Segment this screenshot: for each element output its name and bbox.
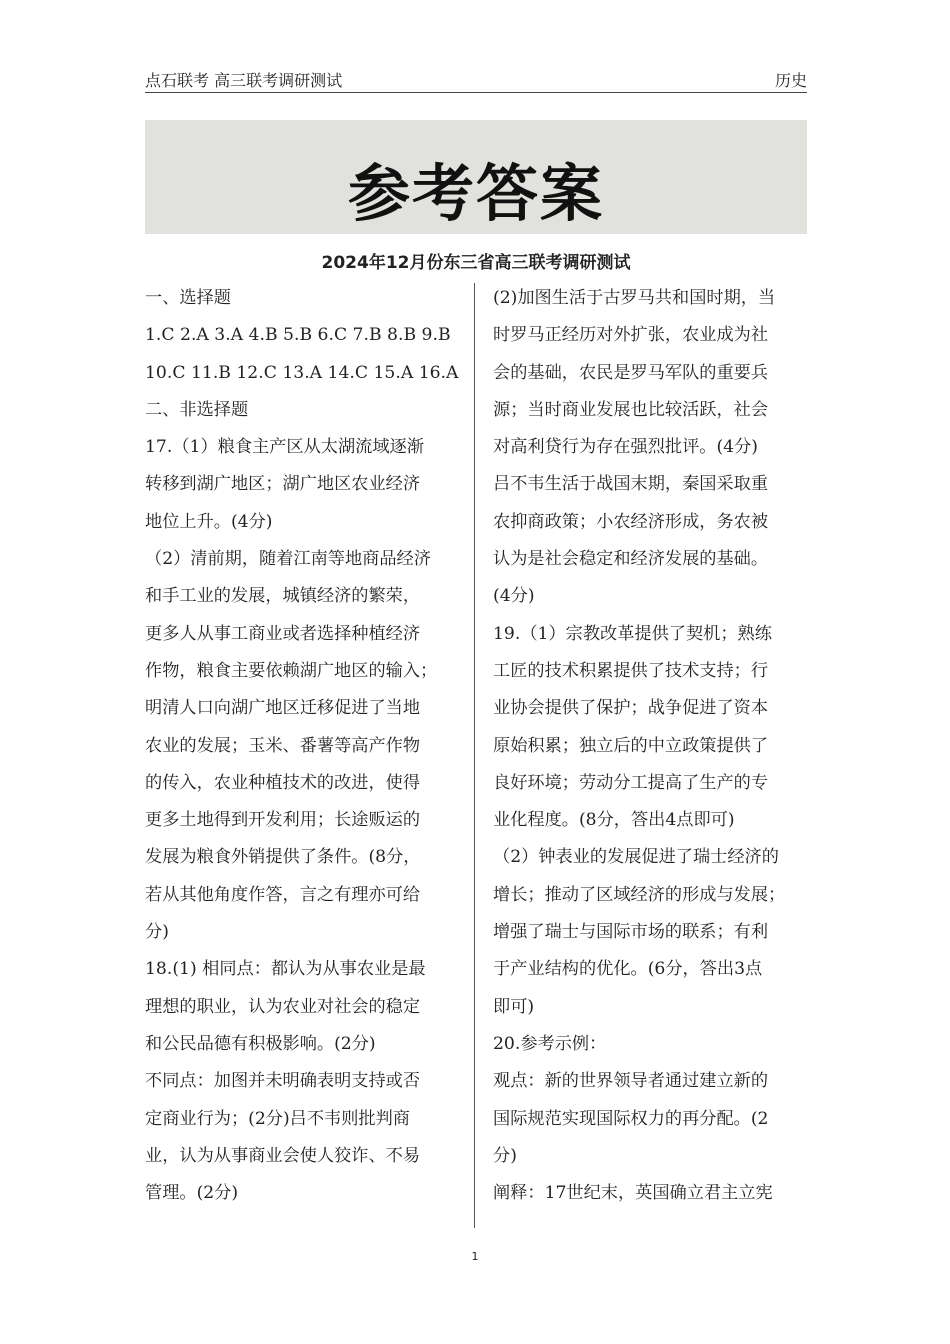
answer-banner bbox=[145, 120, 807, 234]
text-line: 转移到湖广地区；湖广地区农业经济 bbox=[145, 474, 421, 495]
text-line: 19.（1）宗教改革提供了契机；熟练 bbox=[493, 623, 772, 644]
text-line: 时罗马正经历对外扩张，农业成为社 bbox=[493, 325, 769, 346]
text-line: 观点：新的世界领导者通过建立新的 bbox=[493, 1071, 769, 1092]
text-line: 地位上升。(4分) bbox=[145, 511, 273, 532]
text-line: （2）钟表业的发展促进了瑞士经济的 bbox=[493, 847, 779, 868]
text-line: 农业的发展；玉米、番薯等高产作物 bbox=[145, 735, 421, 756]
column-divider bbox=[474, 283, 475, 1228]
text-line: 良好环境；劳动分工提高了生产的专 bbox=[493, 772, 769, 793]
text-line: 17.（1）粮食主产区从太湖流域逐渐 bbox=[145, 437, 424, 458]
text-line: 若从其他角度作答，言之有理亦可给 bbox=[145, 884, 421, 905]
text-line: 分) bbox=[493, 1145, 517, 1166]
text-line: 1.C 2.A 3.A 4.B 5.B 6.C 7.B 8.B 9.B bbox=[145, 325, 451, 346]
text-line: 的传入，农业种植技术的改进，使得 bbox=[145, 772, 421, 793]
text-line: 即可) bbox=[493, 996, 535, 1017]
text-line: （2）清前期，随着江南等地商品经济 bbox=[145, 549, 431, 570]
text-line: 会的基础，农民是罗马军队的重要兵 bbox=[493, 362, 769, 383]
text-line: 发展为粮食外销提供了条件。(8分， bbox=[145, 847, 421, 868]
text-line: 原始积累；独立后的中立政策提供了 bbox=[493, 735, 769, 756]
text-line: 业化程度。(8分，答出4点即可) bbox=[493, 810, 735, 831]
text-line: 分) bbox=[145, 922, 169, 943]
text-line: 业协会提供了保护；战争促进了资本 bbox=[493, 698, 769, 719]
text-line: 二、非选择题 bbox=[145, 399, 249, 420]
text-line: 20.参考示例： bbox=[493, 1033, 607, 1054]
text-line: 理想的职业，认为农业对社会的稳定 bbox=[145, 996, 421, 1017]
text-line: 和手工业的发展，城镇经济的繁荣， bbox=[145, 586, 421, 607]
left-column bbox=[145, 280, 475, 1212]
text-line: 更多土地得到开发利用；长途贩运的 bbox=[145, 810, 421, 831]
text-line: 作物，粮食主要依赖湖广地区的输入； bbox=[145, 660, 438, 681]
text-line: 农抑商政策；小农经济形成，务农被 bbox=[493, 511, 769, 532]
text-line: 业，认为从事商业会使人狡诈、不易 bbox=[145, 1145, 421, 1166]
right-column bbox=[493, 280, 811, 1212]
text-line: 更多人从事工商业或者选择种植经济 bbox=[145, 623, 421, 644]
text-line: 管理。(2分) bbox=[145, 1183, 239, 1204]
text-line: 明清人口向湖广地区迁移促进了当地 bbox=[145, 698, 421, 719]
text-line: 一、选择题 bbox=[145, 288, 231, 308]
text-line: (4分) bbox=[493, 586, 535, 607]
text-line: 国际规范实现国际权力的再分配。(2 bbox=[493, 1108, 769, 1129]
text-line: 定商业行为；(2分)吕不韦则批判商 bbox=[145, 1108, 410, 1129]
page-header bbox=[145, 66, 807, 93]
header-left-text: 点石联考 高三联考调研测试 bbox=[145, 71, 343, 90]
text-line: 工匠的技术积累提供了技术支持；行 bbox=[493, 660, 769, 681]
exam-subtitle: 2024年12月份东三省高三联考调研测试 bbox=[321, 253, 631, 273]
banner-title: 参考答案 bbox=[347, 157, 604, 230]
header-subject: 历史 bbox=[774, 71, 807, 90]
text-line: 阐释：17世纪末，英国确立君主立宪 bbox=[493, 1183, 773, 1204]
text-line: 吕不韦生活于战国末期，秦国采取重 bbox=[493, 474, 769, 495]
text-line: 和公民品德有积极影响。(2分) bbox=[145, 1033, 376, 1054]
text-line: 对高利贷行为存在强烈批评。(4分) bbox=[493, 437, 758, 458]
text-line: 不同点：加图并未明确表明支持或否 bbox=[145, 1071, 421, 1092]
text-line: (2)加图生活于古罗马共和国时期，当 bbox=[493, 288, 776, 308]
page-number: 1 bbox=[471, 1250, 479, 1263]
text-line: 增强了瑞士与国际市场的联系；有利 bbox=[493, 922, 769, 943]
text-line: 增长；推动了区域经济的形成与发展； bbox=[493, 884, 786, 905]
text-line: 18.(1) 相同点：都认为从事农业是最 bbox=[145, 959, 426, 980]
text-line: 源；当时商业发展也比较活跃，社会 bbox=[493, 399, 769, 420]
text-line: 认为是社会稳定和经济发展的基础。 bbox=[493, 549, 769, 570]
text-line: 10.C 11.B 12.C 13.A 14.C 15.A 16.A bbox=[145, 362, 459, 383]
text-line: 于产业结构的优化。(6分，答出3点 bbox=[493, 959, 763, 980]
